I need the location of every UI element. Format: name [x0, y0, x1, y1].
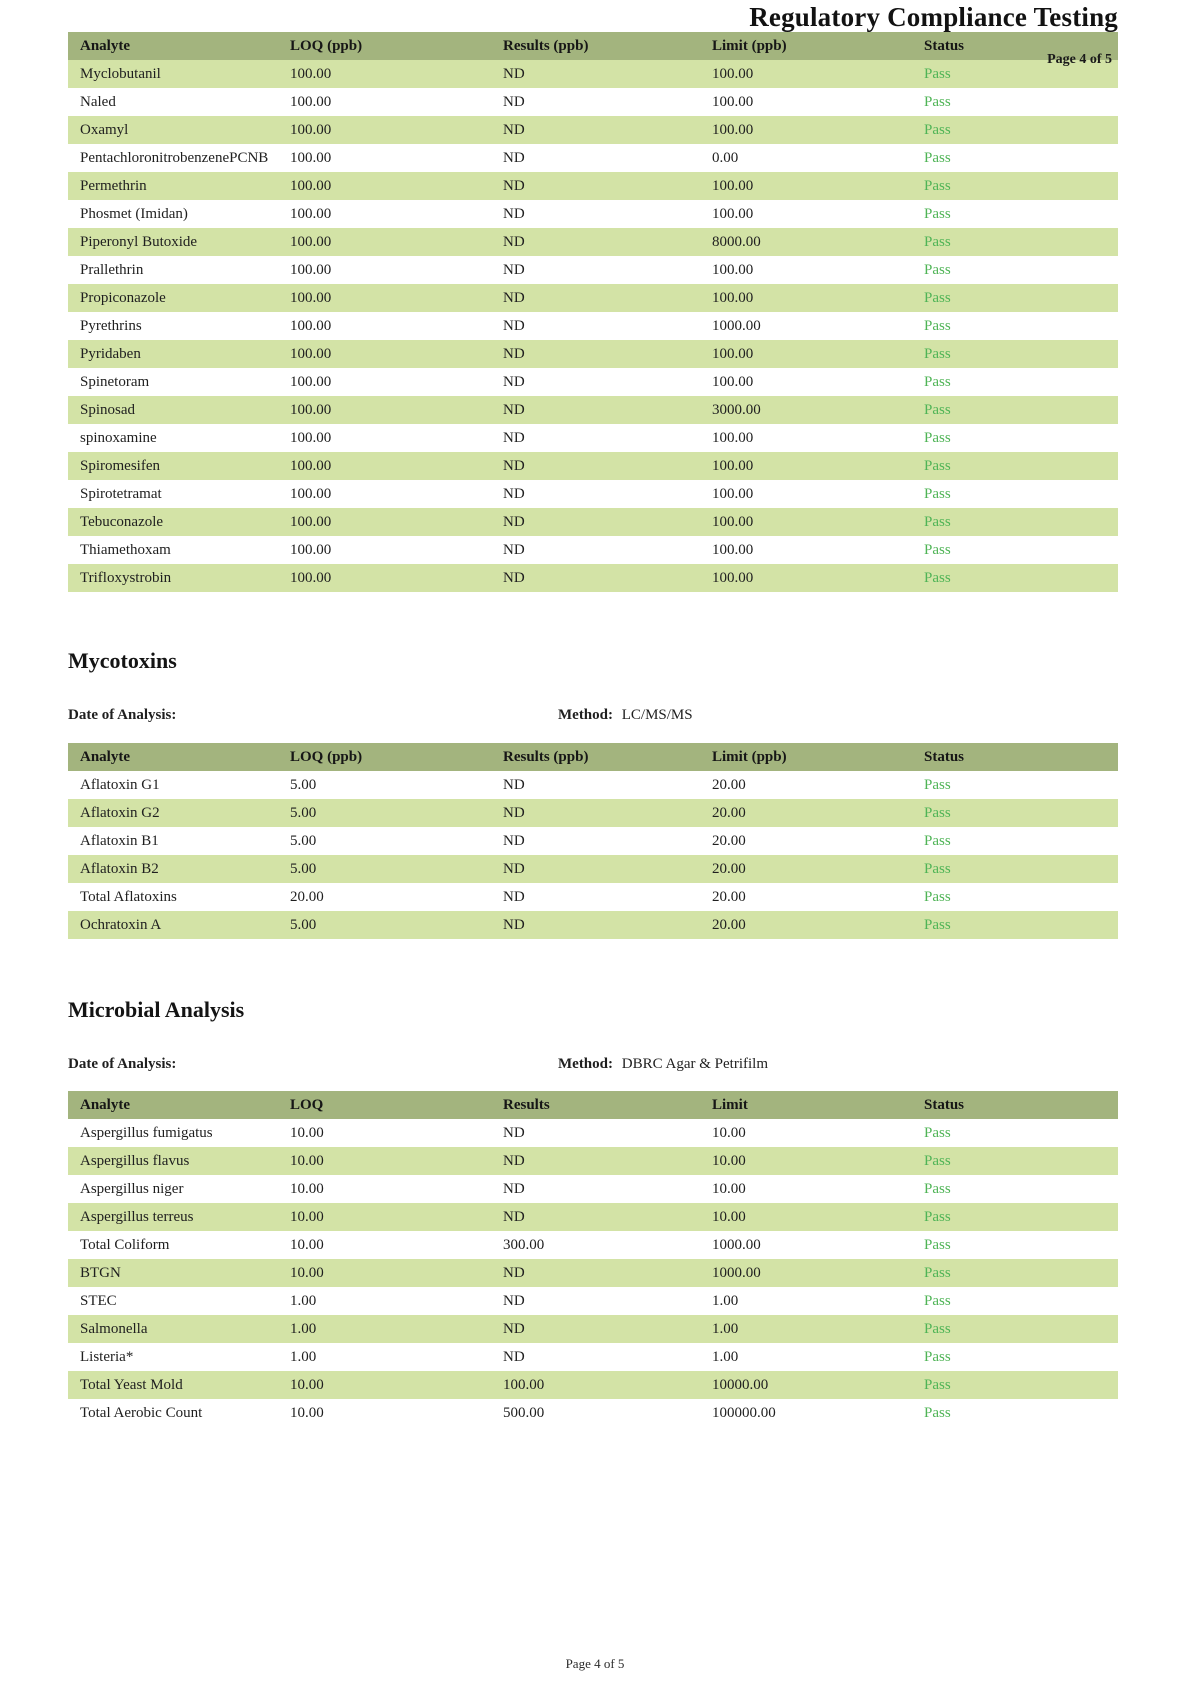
cell-limit: 100.00 — [712, 177, 754, 194]
method-line — [558, 707, 693, 724]
cell-limit: 100.00 — [712, 261, 754, 278]
cell-limit: 100.00 — [712, 513, 754, 530]
cell-status: Pass — [924, 804, 951, 821]
cell-loq: 1.00 — [290, 1292, 317, 1309]
cell-loq: 10.00 — [290, 1404, 324, 1421]
cell-loq: 100.00 — [290, 569, 332, 586]
cell-loq: 10.00 — [290, 1180, 324, 1197]
page-title: Regulatory Compliance Testing — [749, 2, 1118, 32]
cell-loq: 10.00 — [290, 1152, 324, 1169]
mycotoxins-meta-row — [68, 707, 1118, 726]
cell-analyte: Aflatoxin G2 — [80, 804, 160, 821]
table-row — [68, 144, 1118, 172]
cell-loq: 100.00 — [290, 93, 332, 110]
cell-status: Pass — [924, 233, 951, 250]
cell-analyte: Ochratoxin A — [80, 916, 162, 933]
header-cell: Analyte — [80, 1096, 130, 1113]
cell-loq: 100.00 — [290, 65, 332, 82]
cell-limit: 20.00 — [712, 776, 746, 793]
cell-limit: 100.00 — [712, 121, 754, 138]
cell-loq: 100.00 — [290, 261, 332, 278]
table-row — [68, 911, 1118, 939]
cell-loq: 100.00 — [290, 317, 332, 334]
cell-limit: 100.00 — [712, 373, 754, 390]
cell-analyte: Pyrethrins — [80, 317, 142, 334]
cell-analyte: Spiromesifen — [80, 457, 160, 474]
method-label: Method: — [558, 1056, 613, 1072]
cell-limit: 0.00 — [712, 149, 739, 166]
cell-status: Pass — [924, 177, 951, 194]
header-cell: LOQ (ppb) — [290, 37, 363, 54]
cell-analyte: STEC — [80, 1292, 117, 1309]
header-cell: Status — [924, 1096, 965, 1113]
cell-analyte: Aflatoxin B1 — [80, 832, 159, 849]
cell-analyte: Propiconazole — [80, 289, 166, 306]
cell-limit: 100.00 — [712, 457, 754, 474]
cell-loq: 5.00 — [290, 776, 317, 793]
cell-limit: 8000.00 — [712, 233, 761, 250]
table-row — [68, 312, 1118, 340]
cell-loq: 20.00 — [290, 888, 324, 905]
cell-limit: 10.00 — [712, 1180, 746, 1197]
cell-analyte: Spinosad — [80, 401, 136, 418]
table-row — [68, 855, 1118, 883]
cell-limit: 100.00 — [712, 93, 754, 110]
cell-status: Pass — [924, 1320, 951, 1337]
cell-loq: 5.00 — [290, 832, 317, 849]
cell-status: Pass — [924, 1404, 951, 1421]
cell-status: Pass — [924, 485, 951, 502]
cell-limit: 1000.00 — [712, 1236, 761, 1253]
cell-analyte: Permethrin — [80, 177, 147, 194]
table-header-row — [68, 1091, 1118, 1119]
cell-limit: 10000.00 — [712, 1376, 769, 1393]
section-heading-mycotoxins: Mycotoxins — [68, 648, 177, 673]
cell-loq: 100.00 — [290, 485, 332, 502]
cell-limit: 20.00 — [712, 804, 746, 821]
cell-status: Pass — [924, 916, 951, 933]
table-row — [68, 883, 1118, 911]
date-of-analysis-label: Date of Analysis: — [68, 1056, 177, 1072]
cell-results: ND — [503, 261, 525, 278]
cell-results: ND — [503, 345, 525, 362]
cell-loq: 5.00 — [290, 916, 317, 933]
cell-results: ND — [503, 541, 525, 558]
table-row — [68, 200, 1118, 228]
cell-loq: 1.00 — [290, 1320, 317, 1337]
method-label: Method: — [558, 707, 613, 723]
table-row — [68, 88, 1118, 116]
cell-status: Pass — [924, 1152, 951, 1169]
table-row — [68, 368, 1118, 396]
cell-loq: 10.00 — [290, 1208, 324, 1225]
table-body — [68, 771, 1118, 939]
cell-loq: 100.00 — [290, 121, 332, 138]
cell-results: ND — [503, 289, 525, 306]
cell-results: ND — [503, 888, 525, 905]
cell-results: ND — [503, 513, 525, 530]
cell-status: Pass — [924, 289, 951, 306]
table-row — [68, 452, 1118, 480]
cell-results: ND — [503, 373, 525, 390]
date-of-analysis-label: Date of Analysis: — [68, 707, 177, 723]
cell-analyte: Aspergillus flavus — [80, 1152, 190, 1169]
table-row — [68, 771, 1118, 799]
table-row — [68, 1259, 1118, 1287]
cell-results: ND — [503, 1180, 525, 1197]
cell-analyte: Pyridaben — [80, 345, 141, 362]
table-row — [68, 1203, 1118, 1231]
cell-results: 100.00 — [503, 1376, 545, 1393]
method-value: DBRC Agar & Petrifilm — [621, 1056, 768, 1072]
table-header-row — [68, 743, 1118, 771]
cell-analyte: Naled — [80, 93, 116, 110]
cell-analyte: Total Yeast Mold — [80, 1376, 183, 1393]
cell-analyte: PentachloronitrobenzenePCNB — [80, 149, 269, 166]
cell-limit: 100.00 — [712, 485, 754, 502]
cell-status: Pass — [924, 832, 951, 849]
cell-results: 500.00 — [503, 1404, 545, 1421]
cell-loq: 100.00 — [290, 401, 332, 418]
cell-analyte: Prallethrin — [80, 261, 144, 278]
cell-analyte: Salmonella — [80, 1320, 148, 1337]
cell-status: Pass — [924, 569, 951, 586]
table-row — [68, 1287, 1118, 1315]
table-row — [68, 536, 1118, 564]
cell-analyte: Myclobutanil — [80, 65, 161, 82]
cell-analyte: Listeria* — [80, 1348, 134, 1365]
cell-status: Pass — [924, 513, 951, 530]
cell-limit: 20.00 — [712, 888, 746, 905]
cell-status: Pass — [924, 121, 951, 138]
table-row — [68, 827, 1118, 855]
header-cell: Analyte — [80, 748, 130, 765]
cell-results: ND — [503, 317, 525, 334]
cell-loq: 100.00 — [290, 457, 332, 474]
cell-results: ND — [503, 832, 525, 849]
pesticides-table — [68, 32, 1118, 592]
table-row — [68, 1147, 1118, 1175]
table-row — [68, 1343, 1118, 1371]
table-body — [68, 1119, 1118, 1427]
table-row — [68, 508, 1118, 536]
cell-loq: 100.00 — [290, 513, 332, 530]
table-row — [68, 1119, 1118, 1147]
cell-results: ND — [503, 177, 525, 194]
cell-results: ND — [503, 121, 525, 138]
header-cell: Results (ppb) — [503, 37, 589, 54]
cell-results: ND — [503, 1320, 525, 1337]
table-row — [68, 172, 1118, 200]
cell-results: 300.00 — [503, 1236, 545, 1253]
cell-limit: 20.00 — [712, 916, 746, 933]
cell-results: ND — [503, 1152, 525, 1169]
table-row — [68, 228, 1118, 256]
table-row — [68, 1315, 1118, 1343]
cell-status: Pass — [924, 205, 951, 222]
cell-limit: 1.00 — [712, 1320, 739, 1337]
section-heading-microbial: Microbial Analysis — [68, 997, 245, 1022]
table-header-row — [68, 32, 1118, 60]
cell-status: Pass — [924, 93, 951, 110]
cell-analyte: Aflatoxin B2 — [80, 860, 159, 877]
header-cell: Limit (ppb) — [712, 748, 787, 765]
cell-status: Pass — [924, 373, 951, 390]
header-cell: Analyte — [80, 37, 130, 54]
table-row — [68, 1371, 1118, 1399]
cell-results: ND — [503, 205, 525, 222]
cell-status: Pass — [924, 888, 951, 905]
table-row — [68, 1399, 1118, 1427]
cell-analyte: BTGN — [80, 1264, 121, 1281]
cell-limit: 20.00 — [712, 832, 746, 849]
table-body — [68, 60, 1118, 592]
cell-analyte: Tebuconazole — [80, 513, 164, 530]
cell-loq: 10.00 — [290, 1264, 324, 1281]
cell-limit: 100.00 — [712, 205, 754, 222]
header-cell: LOQ (ppb) — [290, 748, 363, 765]
cell-results: ND — [503, 916, 525, 933]
cell-results: ND — [503, 233, 525, 250]
cell-analyte: Spinetoram — [80, 373, 150, 390]
method-value: LC/MS/MS — [621, 707, 693, 723]
header-cell: Limit (ppb) — [712, 37, 787, 54]
cell-analyte: Spirotetramat — [80, 485, 162, 502]
cell-analyte: Total Coliform — [80, 1236, 170, 1253]
cell-status: Pass — [924, 1292, 951, 1309]
microbial-table — [68, 1091, 1118, 1427]
cell-limit: 100.00 — [712, 569, 754, 586]
cell-loq: 100.00 — [290, 429, 332, 446]
cell-results: ND — [503, 93, 525, 110]
cell-status: Pass — [924, 776, 951, 793]
cell-analyte: Aspergillus fumigatus — [80, 1124, 213, 1141]
cell-loq: 100.00 — [290, 205, 332, 222]
cell-loq: 5.00 — [290, 860, 317, 877]
table-row — [68, 116, 1118, 144]
cell-analyte: Aspergillus niger — [80, 1180, 184, 1197]
cell-analyte: Oxamyl — [80, 121, 129, 138]
cell-analyte: Phosmet (Imidan) — [80, 205, 188, 222]
cell-loq: 1.00 — [290, 1348, 317, 1365]
cell-status: Pass — [924, 261, 951, 278]
cell-loq: 100.00 — [290, 149, 332, 166]
cell-results: ND — [503, 149, 525, 166]
cell-status: Pass — [924, 317, 951, 334]
header-cell: Limit — [712, 1096, 748, 1113]
cell-results: ND — [503, 1124, 525, 1141]
cell-results: ND — [503, 401, 525, 418]
table-row — [68, 1231, 1118, 1259]
method-line — [558, 1056, 768, 1073]
cell-results: ND — [503, 1264, 525, 1281]
cell-limit: 100.00 — [712, 65, 754, 82]
page-indicator-top: Page 4 of 5 — [1047, 52, 1112, 67]
cell-results: ND — [503, 569, 525, 586]
cell-limit: 1000.00 — [712, 317, 761, 334]
cell-analyte: spinoxamine — [80, 429, 157, 446]
table-row — [68, 340, 1118, 368]
mycotoxins-table — [68, 743, 1118, 939]
table-row — [68, 396, 1118, 424]
cell-status: Pass — [924, 1180, 951, 1197]
table-row — [68, 480, 1118, 508]
cell-results: ND — [503, 776, 525, 793]
cell-limit: 10.00 — [712, 1152, 746, 1169]
cell-status: Pass — [924, 149, 951, 166]
table-row — [68, 60, 1118, 88]
table-row — [68, 1175, 1118, 1203]
cell-results: ND — [503, 429, 525, 446]
cell-status: Pass — [924, 345, 951, 362]
cell-status: Pass — [924, 429, 951, 446]
cell-status: Pass — [924, 1236, 951, 1253]
cell-limit: 100000.00 — [712, 1404, 776, 1421]
cell-limit: 3000.00 — [712, 401, 761, 418]
cell-loq: 5.00 — [290, 804, 317, 821]
table-row — [68, 424, 1118, 452]
cell-limit: 10.00 — [712, 1208, 746, 1225]
cell-limit: 10.00 — [712, 1124, 746, 1141]
cell-analyte: Piperonyl Butoxide — [80, 233, 198, 250]
table-row — [68, 256, 1118, 284]
cell-analyte: Total Aerobic Count — [80, 1404, 203, 1421]
cell-status: Pass — [924, 541, 951, 558]
cell-analyte: Thiamethoxam — [80, 541, 171, 558]
cell-limit: 1000.00 — [712, 1264, 761, 1281]
cell-analyte: Total Aflatoxins — [80, 888, 177, 905]
cell-loq: 100.00 — [290, 373, 332, 390]
microbial-meta-row — [68, 1056, 1118, 1075]
cell-limit: 100.00 — [712, 345, 754, 362]
cell-status: Pass — [924, 1348, 951, 1365]
cell-loq: 10.00 — [290, 1124, 324, 1141]
cell-results: ND — [503, 1348, 525, 1365]
cell-limit: 100.00 — [712, 541, 754, 558]
cell-status: Pass — [924, 1376, 951, 1393]
cell-loq: 10.00 — [290, 1376, 324, 1393]
cell-status: Pass — [924, 1208, 951, 1225]
cell-results: ND — [503, 860, 525, 877]
cell-analyte: Aflatoxin G1 — [80, 776, 160, 793]
cell-results: ND — [503, 457, 525, 474]
cell-limit: 100.00 — [712, 429, 754, 446]
cell-status: Pass — [924, 65, 951, 82]
cell-loq: 100.00 — [290, 345, 332, 362]
cell-status: Pass — [924, 457, 951, 474]
header-cell: Results — [503, 1096, 550, 1113]
header-cell: Status — [924, 37, 965, 54]
cell-results: ND — [503, 804, 525, 821]
page-footer: Page 4 of 5 — [565, 1656, 625, 1671]
cell-results: ND — [503, 1292, 525, 1309]
cell-results: ND — [503, 485, 525, 502]
cell-analyte: Aspergillus terreus — [80, 1208, 194, 1225]
table-row — [68, 564, 1118, 592]
cell-loq: 100.00 — [290, 233, 332, 250]
cell-limit: 1.00 — [712, 1292, 739, 1309]
header-cell: Status — [924, 748, 965, 765]
cell-analyte: Trifloxystrobin — [80, 569, 172, 586]
cell-status: Pass — [924, 1124, 951, 1141]
cell-limit: 1.00 — [712, 1348, 739, 1365]
header-cell: LOQ — [290, 1096, 324, 1113]
cell-limit: 20.00 — [712, 860, 746, 877]
cell-loq: 10.00 — [290, 1236, 324, 1253]
cell-status: Pass — [924, 860, 951, 877]
table-row — [68, 284, 1118, 312]
cell-status: Pass — [924, 1264, 951, 1281]
cell-results: ND — [503, 1208, 525, 1225]
cell-loq: 100.00 — [290, 177, 332, 194]
cell-loq: 100.00 — [290, 541, 332, 558]
header-cell: Results (ppb) — [503, 748, 589, 765]
cell-results: ND — [503, 65, 525, 82]
cell-limit: 100.00 — [712, 289, 754, 306]
cell-loq: 100.00 — [290, 289, 332, 306]
cell-status: Pass — [924, 401, 951, 418]
table-row — [68, 799, 1118, 827]
